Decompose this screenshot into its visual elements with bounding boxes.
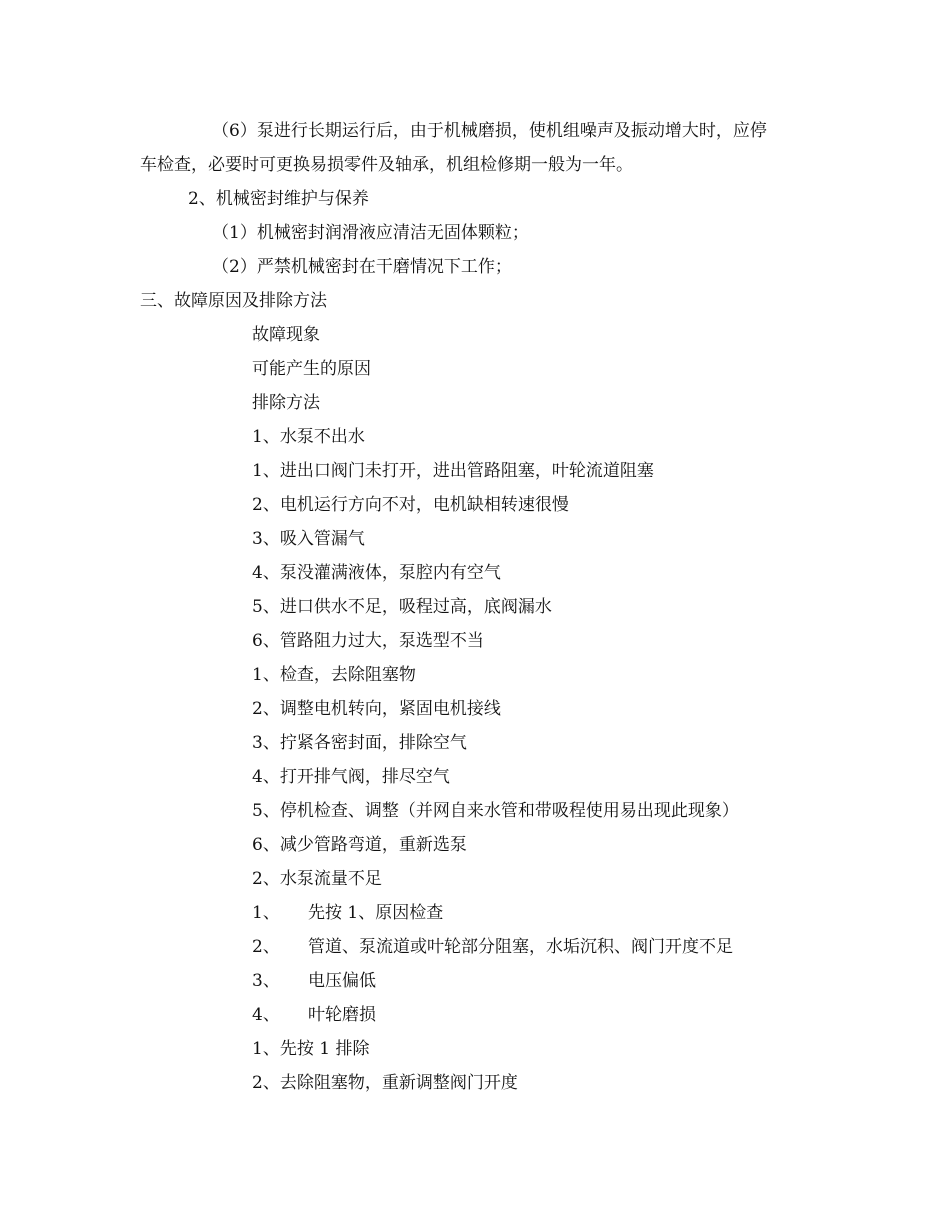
fault-1-cause-6: 6、管路阻力过大，泵选型不当 xyxy=(252,631,484,651)
list-number: 1、 xyxy=(252,903,280,923)
fault-1-remedy-2: 2、调整电机转向，紧固电机接线 xyxy=(252,699,501,719)
fault-1-remedy-5: 5、停机检查、调整（并网自来水管和带吸程使用易出现此现象） xyxy=(252,801,739,821)
fault-2-cause-1 xyxy=(252,902,443,924)
fault-2-cause-3 xyxy=(252,970,376,992)
list-number: 4、 xyxy=(252,1005,280,1025)
fault-1-cause-2: 2、电机运行方向不对，电机缺相转速很慢 xyxy=(252,495,569,515)
header-remedy: 排除方法 xyxy=(252,393,320,413)
para-6-line-1: （6）泵进行长期运行后，由于机械磨损，使机组噪声及振动增大时，应停 xyxy=(212,121,767,141)
fault-2-remedy-1: 1、先按 1 排除 xyxy=(252,1039,370,1059)
fault-1-cause-1: 1、进出口阀门未打开，进出管路阻塞，叶轮流道阻塞 xyxy=(252,461,654,481)
header-cause: 可能产生的原因 xyxy=(252,359,371,379)
fault-1-remedy-6: 6、减少管路弯道，重新选泵 xyxy=(252,835,467,855)
list-text: 电压偏低 xyxy=(308,971,376,991)
fault-1-cause-5: 5、进口供水不足，吸程过高，底阀漏水 xyxy=(252,597,552,617)
fault-1-remedy-4: 4、打开排气阀，排尽空气 xyxy=(252,767,450,787)
fault-1-remedy-3: 3、拧紧各密封面，排除空气 xyxy=(252,733,467,753)
list-number: 3、 xyxy=(252,971,280,991)
list-text: 先按 1、原因检查 xyxy=(308,903,444,923)
fault-1-cause-3: 3、吸入管漏气 xyxy=(252,529,365,549)
section-2-item-2: （2）严禁机械密封在干磨情况下工作； xyxy=(212,257,512,277)
header-symptom: 故障现象 xyxy=(252,325,320,345)
fault-1-cause-4: 4、泵没灌满液体，泵腔内有空气 xyxy=(252,563,501,583)
section-3-heading: 三、故障原因及排除方法 xyxy=(140,291,327,311)
fault-2-cause-4 xyxy=(252,1004,376,1026)
fault-2-symptom: 2、水泵流量不足 xyxy=(252,869,382,889)
fault-1-symptom: 1、水泵不出水 xyxy=(252,427,365,447)
fault-2-remedy-2: 2、去除阻塞物，重新调整阀门开度 xyxy=(252,1073,518,1093)
list-text: 管道、泵流道或叶轮部分阻塞，水垢沉积、阀门开度不足 xyxy=(308,937,733,957)
list-number: 2、 xyxy=(252,937,280,957)
section-2-item-1: （1）机械密封润滑液应清洁无固体颗粒； xyxy=(212,223,529,243)
fault-1-remedy-1: 1、检查，去除阻塞物 xyxy=(252,665,416,685)
fault-2-cause-2 xyxy=(252,936,733,958)
section-2-heading: 2、机械密封维护与保养 xyxy=(188,189,369,209)
para-6-line-2: 车检查，必要时可更换易损零件及轴承，机组检修期一般为一年。 xyxy=(140,155,633,175)
list-text: 叶轮磨损 xyxy=(308,1005,376,1025)
